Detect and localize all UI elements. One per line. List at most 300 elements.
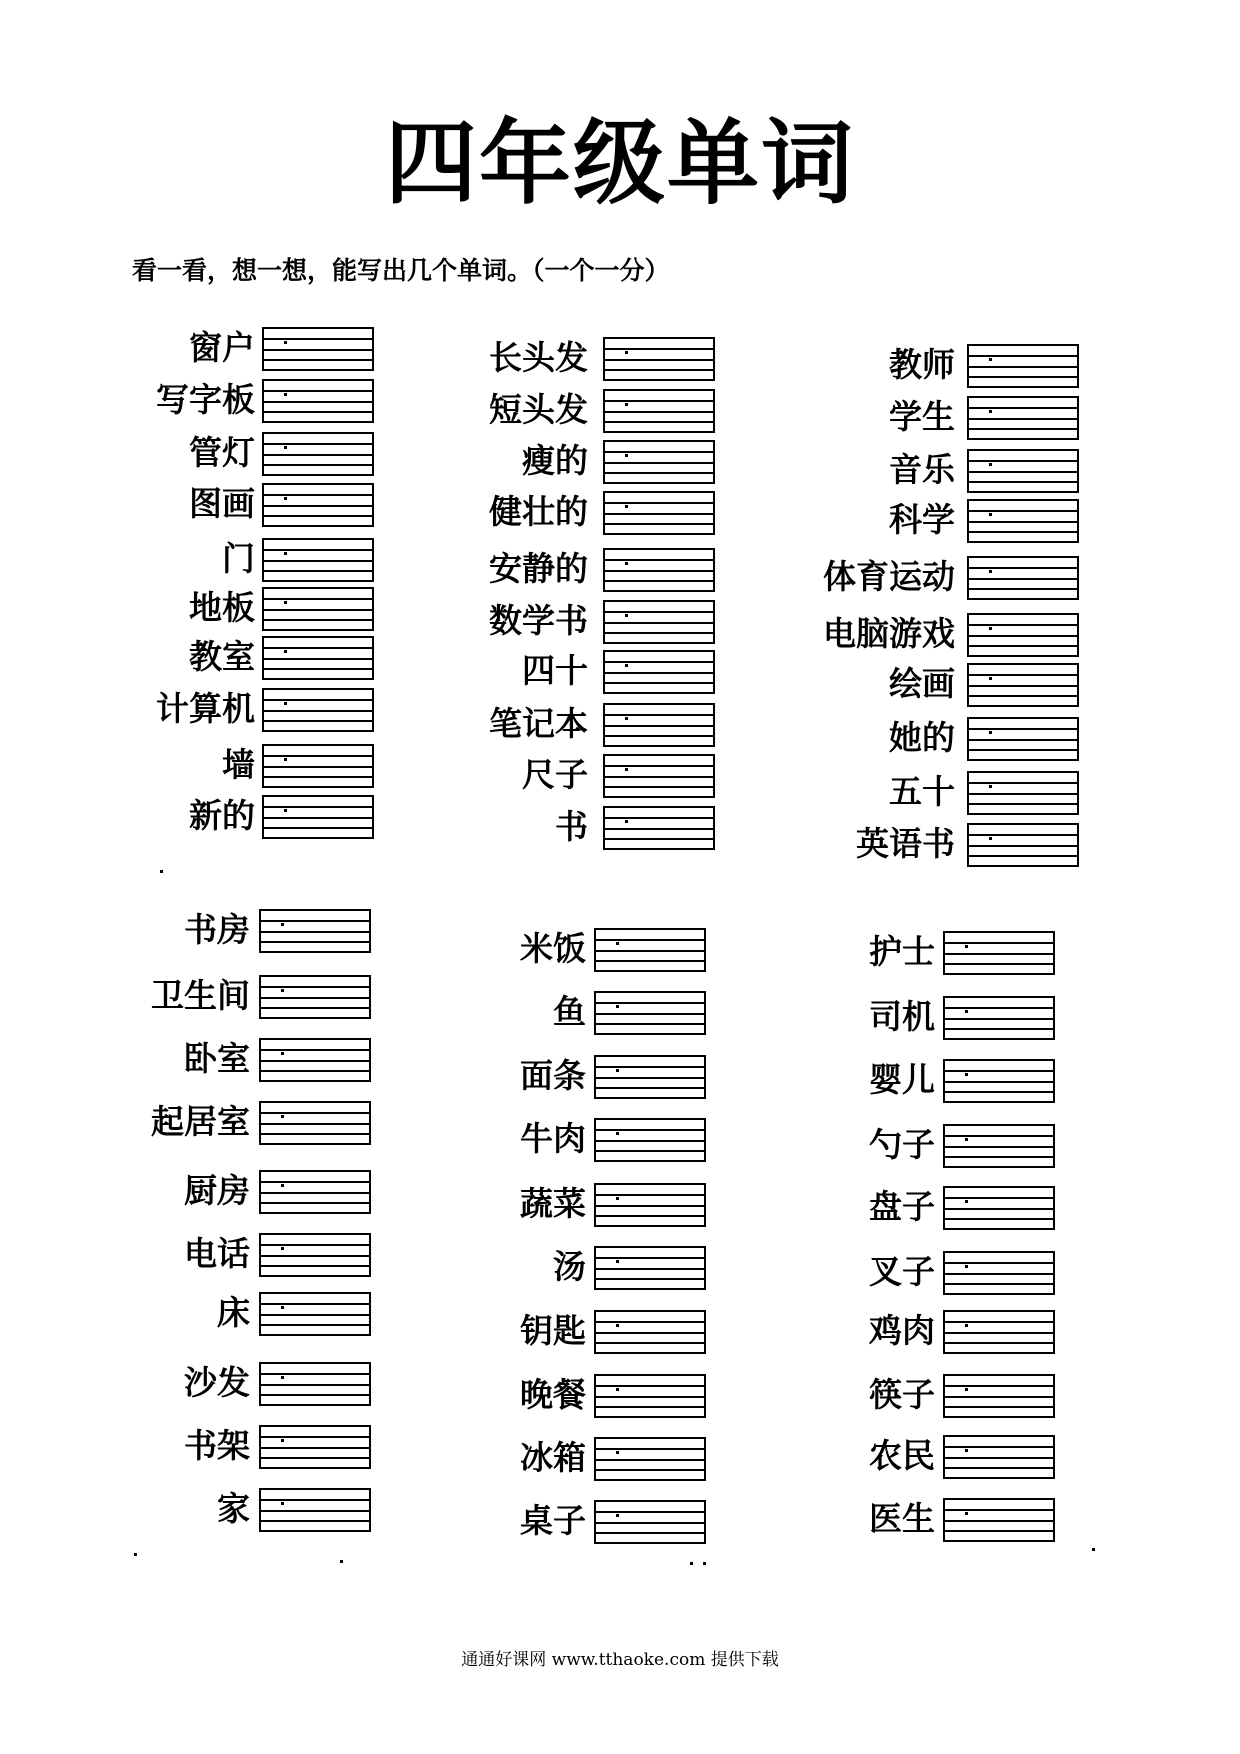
box-mark [284, 702, 287, 705]
writing-box[interactable] [259, 1233, 371, 1277]
box-mark [989, 627, 992, 630]
writing-box[interactable] [262, 483, 374, 527]
writing-line [969, 481, 1077, 483]
word-label: 婴儿 [869, 1060, 935, 1099]
writing-line [264, 411, 372, 413]
writing-line [596, 1194, 704, 1196]
word-label: 汤 [553, 1247, 586, 1286]
scan-speck [703, 1562, 706, 1565]
word-label: 健壮的 [489, 492, 588, 531]
word-label: 短头发 [489, 390, 588, 429]
writing-line [261, 1436, 369, 1438]
writing-line [264, 494, 372, 496]
writing-line [605, 472, 713, 474]
box-mark [281, 1247, 284, 1250]
writing-box[interactable] [594, 1374, 706, 1418]
scan-speck [1092, 1548, 1095, 1551]
writing-line [261, 1202, 369, 1204]
writing-line [261, 1049, 369, 1051]
writing-line [596, 1013, 704, 1015]
box-mark [965, 1073, 968, 1076]
writing-line [945, 1406, 1053, 1408]
writing-box[interactable] [943, 1435, 1055, 1479]
box-mark [625, 454, 628, 457]
writing-line [945, 1457, 1053, 1459]
word-label: 医生 [869, 1499, 935, 1538]
box-mark [989, 785, 992, 788]
writing-line [945, 1385, 1053, 1387]
box-mark [625, 505, 628, 508]
writing-line [261, 1265, 369, 1267]
box-mark [616, 942, 619, 945]
writing-box[interactable] [603, 491, 715, 535]
writing-line [596, 939, 704, 941]
word-label: 床 [217, 1293, 250, 1332]
box-mark [616, 1260, 619, 1263]
scan-speck [340, 1560, 343, 1563]
word-label: 司机 [869, 997, 935, 1036]
writing-box[interactable] [594, 1437, 706, 1481]
writing-line [596, 1448, 704, 1450]
writing-line [605, 672, 713, 674]
writing-box[interactable] [967, 663, 1079, 707]
writing-box[interactable] [967, 499, 1079, 543]
writing-line [945, 1332, 1053, 1334]
writing-line [969, 578, 1077, 580]
box-mark [989, 410, 992, 413]
writing-box[interactable] [603, 806, 715, 850]
word-label: 绘画 [889, 664, 955, 703]
writing-line [945, 1028, 1053, 1030]
writing-box[interactable] [603, 440, 715, 484]
box-mark [625, 403, 628, 406]
box-mark [281, 1502, 284, 1505]
writing-line [945, 1446, 1053, 1448]
writing-line [264, 338, 372, 340]
word-label: 学生 [889, 397, 955, 436]
box-mark [281, 1376, 284, 1379]
writing-box[interactable] [603, 548, 715, 592]
box-mark [616, 1069, 619, 1072]
writing-line [605, 632, 713, 634]
box-mark [616, 1197, 619, 1200]
box-mark [625, 562, 628, 565]
word-label: 晚餐 [520, 1375, 586, 1414]
word-label: 沙发 [184, 1363, 250, 1402]
writing-line [969, 567, 1077, 569]
writing-line [261, 1244, 369, 1246]
word-label: 牛肉 [520, 1119, 586, 1158]
writing-box[interactable] [603, 389, 715, 433]
writing-line [605, 817, 713, 819]
word-label: 教室 [189, 637, 255, 676]
box-mark [281, 923, 284, 926]
writing-line [969, 521, 1077, 523]
writing-line [596, 1522, 704, 1524]
writing-line [969, 793, 1077, 795]
box-mark [965, 1324, 968, 1327]
writing-line [596, 1511, 704, 1513]
writing-line [264, 549, 372, 551]
writing-line [261, 941, 369, 943]
writing-line [945, 1135, 1053, 1137]
writing-line [605, 348, 713, 350]
writing-box[interactable] [603, 650, 715, 694]
writing-line [264, 720, 372, 722]
word-label: 尺子 [522, 755, 588, 794]
writing-line [605, 714, 713, 716]
writing-line [264, 454, 372, 456]
writing-line [945, 1007, 1053, 1009]
writing-box[interactable] [259, 1101, 371, 1145]
writing-line [969, 355, 1077, 357]
page-title: 四年级单词 [384, 110, 855, 217]
writing-line [969, 803, 1077, 805]
writing-box[interactable] [594, 1500, 706, 1544]
writing-line [596, 1066, 704, 1068]
writing-line [605, 682, 713, 684]
word-label: 窗户 [189, 328, 255, 367]
writing-line [264, 776, 372, 778]
writing-line [945, 1018, 1053, 1020]
writing-line [596, 1278, 704, 1280]
writing-line [605, 735, 713, 737]
writing-box[interactable] [603, 600, 715, 644]
writing-box[interactable] [943, 1310, 1055, 1354]
word-label: 盘子 [869, 1187, 935, 1226]
word-label: 图画 [189, 484, 255, 523]
writing-box[interactable] [259, 975, 371, 1019]
writing-line [264, 766, 372, 768]
writing-box[interactable] [259, 1488, 371, 1532]
writing-box[interactable] [259, 909, 371, 953]
writing-box[interactable] [262, 379, 374, 423]
writing-box[interactable] [967, 556, 1079, 600]
writing-line [596, 1459, 704, 1461]
writing-line [969, 685, 1077, 687]
writing-line [261, 1303, 369, 1305]
writing-box[interactable] [967, 823, 1079, 867]
scan-speck [134, 1553, 137, 1556]
writing-line [596, 1532, 704, 1534]
writing-line [605, 838, 713, 840]
writing-line [945, 1342, 1053, 1344]
writing-line [605, 776, 713, 778]
box-mark [965, 1265, 968, 1268]
writing-line [945, 1081, 1053, 1083]
writing-line [605, 421, 713, 423]
writing-box[interactable] [259, 1292, 371, 1336]
word-label: 卫生间 [151, 976, 250, 1015]
writing-line [264, 359, 372, 361]
writing-line [605, 513, 713, 515]
writing-line [596, 950, 704, 952]
writing-box[interactable] [943, 931, 1055, 975]
box-mark [625, 351, 628, 354]
writing-line [261, 1070, 369, 1072]
writing-box[interactable] [262, 587, 374, 631]
writing-line [264, 598, 372, 600]
writing-line [261, 997, 369, 999]
word-label: 教师 [889, 345, 955, 384]
writing-line [969, 407, 1077, 409]
writing-box[interactable] [943, 1374, 1055, 1418]
writing-box[interactable] [943, 996, 1055, 1040]
word-label: 鱼 [553, 992, 586, 1031]
scan-speck [160, 870, 163, 873]
writing-box[interactable] [967, 613, 1079, 657]
writing-line [596, 1257, 704, 1259]
writing-box[interactable] [262, 688, 374, 732]
writing-line [261, 1123, 369, 1125]
writing-box[interactable] [943, 1251, 1055, 1295]
box-mark [284, 552, 287, 555]
writing-line [596, 1150, 704, 1152]
box-mark [625, 820, 628, 823]
writing-line [969, 855, 1077, 857]
writing-line [264, 806, 372, 808]
box-mark [616, 1132, 619, 1135]
writing-box[interactable] [943, 1186, 1055, 1230]
word-label: 安静的 [489, 549, 588, 588]
writing-line [264, 699, 372, 701]
writing-line [605, 786, 713, 788]
writing-line [969, 695, 1077, 697]
writing-line [261, 1324, 369, 1326]
word-label: 五十 [889, 772, 955, 811]
writing-line [264, 619, 372, 621]
word-label: 地板 [189, 588, 255, 627]
box-mark [281, 1052, 284, 1055]
writing-line [261, 1314, 369, 1316]
writing-box[interactable] [594, 928, 706, 972]
writing-box[interactable] [967, 344, 1079, 388]
writing-line [261, 1007, 369, 1009]
writing-line [969, 588, 1077, 590]
box-mark [284, 341, 287, 344]
writing-line [945, 1509, 1053, 1511]
box-mark [284, 809, 287, 812]
writing-line [261, 1060, 369, 1062]
writing-line [261, 1255, 369, 1257]
box-mark [284, 393, 287, 396]
writing-line [596, 1023, 704, 1025]
word-label: 瘦的 [522, 441, 588, 480]
writing-line [264, 349, 372, 351]
writing-line [945, 1146, 1053, 1148]
writing-line [261, 1384, 369, 1386]
writing-box[interactable] [259, 1425, 371, 1469]
writing-line [596, 1077, 704, 1079]
writing-line [945, 1091, 1053, 1093]
writing-box[interactable] [259, 1038, 371, 1082]
writing-line [596, 1385, 704, 1387]
writing-box[interactable] [967, 396, 1079, 440]
writing-line [264, 464, 372, 466]
writing-line [969, 418, 1077, 420]
box-mark [989, 513, 992, 516]
box-mark [965, 1200, 968, 1203]
writing-line [605, 580, 713, 582]
writing-box[interactable] [594, 1183, 706, 1227]
word-label: 电脑游戏 [823, 614, 955, 653]
writing-line [264, 505, 372, 507]
word-label: 数学书 [489, 601, 588, 640]
writing-box[interactable] [259, 1170, 371, 1214]
writing-box[interactable] [967, 449, 1079, 493]
writing-line [264, 401, 372, 403]
writing-box[interactable] [259, 1362, 371, 1406]
writing-line [969, 531, 1077, 533]
word-label: 家 [217, 1489, 250, 1528]
writing-line [945, 1396, 1053, 1398]
writing-line [261, 1457, 369, 1459]
writing-line [596, 1469, 704, 1471]
writing-line [596, 1268, 704, 1270]
word-label: 蔬菜 [520, 1184, 586, 1223]
box-mark [284, 758, 287, 761]
scan-speck [690, 1562, 693, 1565]
writing-line [605, 502, 713, 504]
box-mark [625, 664, 628, 667]
writing-line [596, 1140, 704, 1142]
writing-line [261, 1373, 369, 1375]
writing-box[interactable] [262, 636, 374, 680]
box-mark [284, 601, 287, 604]
writing-line [945, 1530, 1053, 1532]
writing-line [969, 460, 1077, 462]
writing-line [264, 390, 372, 392]
writing-line [596, 1129, 704, 1131]
writing-line [945, 1283, 1053, 1285]
word-label: 书架 [184, 1426, 250, 1465]
box-mark [625, 717, 628, 720]
box-mark [965, 1512, 968, 1515]
writing-line [605, 451, 713, 453]
box-mark [965, 945, 968, 948]
box-mark [616, 1514, 619, 1517]
writing-line [264, 515, 372, 517]
writing-line [261, 1112, 369, 1114]
writing-line [264, 443, 372, 445]
word-label: 卧室 [184, 1039, 250, 1078]
writing-line [264, 570, 372, 572]
writing-box[interactable] [262, 744, 374, 788]
writing-box[interactable] [594, 1310, 706, 1354]
writing-line [945, 1321, 1053, 1323]
box-mark [616, 1451, 619, 1454]
word-label: 叉子 [869, 1252, 935, 1291]
box-mark [625, 768, 628, 771]
word-label: 写字板 [156, 380, 255, 419]
box-mark [281, 1115, 284, 1118]
writing-line [945, 1467, 1053, 1469]
writing-line [945, 1262, 1053, 1264]
writing-box[interactable] [967, 771, 1079, 815]
word-label: 笔记本 [489, 704, 588, 743]
writing-line [261, 931, 369, 933]
box-mark [616, 1324, 619, 1327]
box-mark [989, 837, 992, 840]
writing-line [596, 1002, 704, 1004]
writing-box[interactable] [603, 337, 715, 381]
writing-line [261, 1499, 369, 1501]
writing-line [596, 1205, 704, 1207]
word-label: 墙 [222, 745, 255, 784]
writing-box[interactable] [594, 1246, 706, 1290]
writing-box[interactable] [943, 1124, 1055, 1168]
box-mark [989, 358, 992, 361]
writing-line [264, 668, 372, 670]
writing-line [945, 953, 1053, 955]
writing-line [969, 739, 1077, 741]
word-label: 桌子 [520, 1501, 586, 1540]
box-mark [989, 731, 992, 734]
writing-box[interactable] [943, 1498, 1055, 1542]
writing-box[interactable] [967, 717, 1079, 761]
word-label: 英语书 [856, 824, 955, 863]
writing-box[interactable] [603, 703, 715, 747]
word-label: 四十 [522, 651, 588, 690]
writing-line [605, 359, 713, 361]
writing-line [945, 1070, 1053, 1072]
writing-line [596, 960, 704, 962]
writing-line [945, 942, 1053, 944]
writing-box[interactable] [262, 795, 374, 839]
word-label: 计算机 [156, 689, 255, 728]
writing-box[interactable] [594, 1055, 706, 1099]
writing-box[interactable] [603, 754, 715, 798]
writing-line [945, 1520, 1053, 1522]
word-label: 新的 [189, 796, 255, 835]
word-label: 面条 [520, 1056, 586, 1095]
writing-line [264, 560, 372, 562]
box-mark [284, 497, 287, 500]
writing-line [605, 400, 713, 402]
word-label: 冰箱 [520, 1438, 586, 1477]
writing-line [264, 755, 372, 757]
writing-line [605, 523, 713, 525]
box-mark [281, 1184, 284, 1187]
writing-line [945, 1156, 1053, 1158]
writing-line [969, 645, 1077, 647]
writing-line [969, 674, 1077, 676]
writing-line [605, 828, 713, 830]
word-label: 筷子 [869, 1375, 935, 1414]
writing-line [261, 1394, 369, 1396]
writing-line [969, 834, 1077, 836]
box-mark [616, 1388, 619, 1391]
writing-box[interactable] [262, 538, 374, 582]
writing-line [605, 661, 713, 663]
box-mark [284, 446, 287, 449]
writing-line [945, 1197, 1053, 1199]
writing-line [596, 1406, 704, 1408]
writing-line [605, 559, 713, 561]
instruction-text: 看一看，想一想，能写出几个单词。（一个一分） [132, 256, 670, 285]
writing-line [969, 428, 1077, 430]
writing-box[interactable] [262, 432, 374, 476]
box-mark [989, 463, 992, 466]
writing-box[interactable] [262, 327, 374, 371]
writing-box[interactable] [943, 1059, 1055, 1103]
box-mark [616, 1005, 619, 1008]
writing-box[interactable] [594, 991, 706, 1035]
writing-box[interactable] [594, 1118, 706, 1162]
writing-line [261, 1133, 369, 1135]
word-label: 钥匙 [520, 1311, 586, 1350]
writing-line [261, 920, 369, 922]
